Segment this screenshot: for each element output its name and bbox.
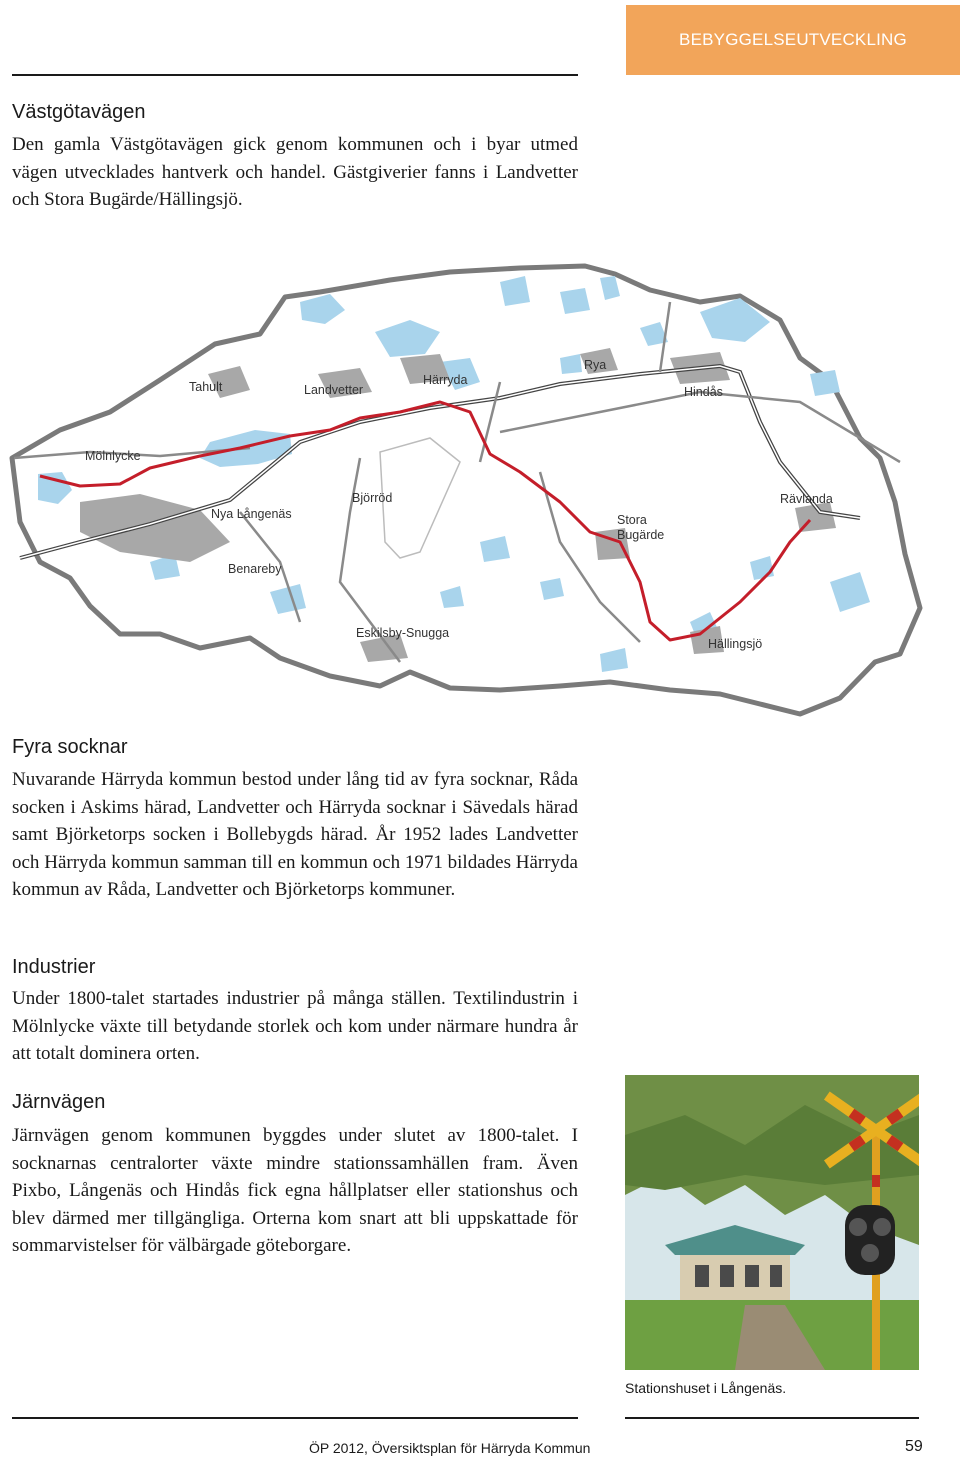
bottom-rule bbox=[12, 1417, 578, 1419]
heading-fyra-socknar: Fyra socknar bbox=[12, 736, 128, 758]
page-number: 59 bbox=[905, 1438, 923, 1455]
heading-vastgotavagen: Västgötavägen bbox=[12, 101, 146, 123]
footer-text: ÖP 2012, Översiktsplan för Härryda Kommun bbox=[309, 1440, 591, 1456]
text-industrier: Under 1800-talet startades industrier på många ställen. Textilindustrin i Mölnlycke växte till betydande storlek och kom under närmare hundra år att totalt dominera orten. bbox=[12, 988, 578, 1064]
section-tab-label: BEBYGGELSEUTVECKLING bbox=[679, 30, 907, 49]
top-rule bbox=[12, 74, 578, 76]
heading-industrier: Industrier bbox=[12, 956, 96, 978]
text-jarnvagen: Järnvägen genom kommunen byggdes under slutet av 1800-talet. I socknarnas centralorter växte mindre stationssamhällen fram. Även Pixbo, Långenäs och Hindås fick egna hållplatser eller stationshus och blev därmed mer tillgängliga. Orterna kom snart att bli uppskattade för sommarvistelser för välbärgade göteborgare. bbox=[12, 1125, 578, 1256]
photo-caption: Stationshuset i Långenäs. bbox=[625, 1380, 787, 1396]
place-ravlanda: Rävlanda bbox=[780, 492, 833, 506]
place-tahult: Tahult bbox=[189, 380, 223, 394]
place-eskilsby-snugga: Eskilsby-Snugga bbox=[356, 626, 450, 640]
text-fyra-socknar: Nuvarande Härryda kommun bestod under lång tid av fyra socknar, Råda socken i Askims härad, Landvetter och Härryda socknar i Sävedals härad samt Björketorps socken i Bollebygds härad. År 1952 lades Landvetter och Härryda kommun samman till en kommun och 1971 bildades Härryda kommun av Råda, Landvetter och Björketorps kommuner. bbox=[12, 769, 578, 900]
place-nya-langenas: Nya Långenäs bbox=[211, 507, 292, 521]
place-harryda: Härryda bbox=[423, 373, 468, 387]
place-rya: Rya bbox=[584, 358, 607, 372]
place-hindas: Hindås bbox=[684, 385, 723, 399]
text-vastgotavagen: Den gamla Västgötavägen gick genom kommunen och i byar utmed vägen utvecklades hantverk och handel. Gästgiverier fanns i Landvetter och Stora Bugärde/Hällingsjö. bbox=[12, 134, 578, 210]
place-bjorrod: Björröd bbox=[352, 491, 393, 505]
heading-jarnvagen: Järnvägen bbox=[12, 1091, 106, 1113]
bottom-rule-right bbox=[625, 1417, 919, 1419]
station-photo bbox=[625, 1075, 919, 1370]
municipality-map bbox=[0, 262, 960, 722]
place-molnlycke: Mölnlycke bbox=[85, 449, 141, 463]
place-benareby: Benareby bbox=[228, 562, 282, 576]
place-hallingsjo: Hällingsjö bbox=[708, 637, 763, 651]
place-bugarde: Bugärde bbox=[617, 528, 665, 542]
municipality-outline bbox=[12, 266, 920, 714]
place-stora: Stora bbox=[617, 513, 647, 527]
section-tab bbox=[626, 5, 960, 75]
place-landvetter: Landvetter bbox=[304, 383, 364, 397]
